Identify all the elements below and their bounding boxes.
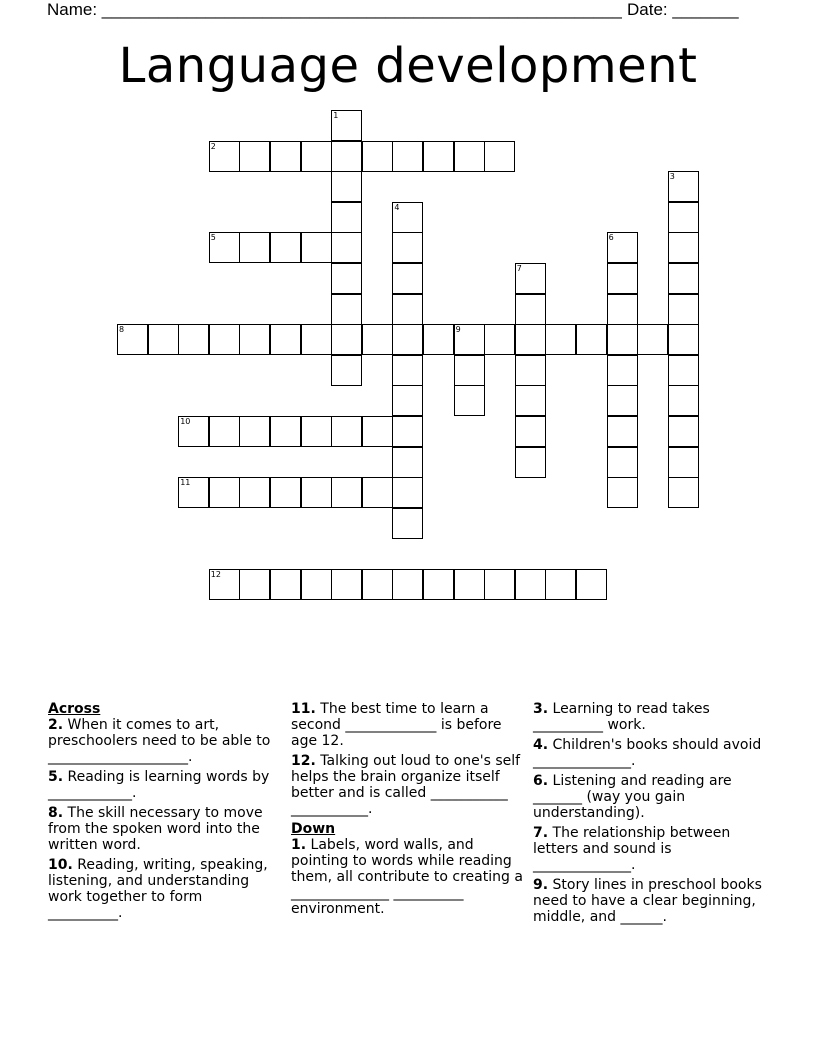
crossword-cell[interactable] xyxy=(392,447,423,478)
crossword-cell[interactable] xyxy=(454,569,485,600)
crossword-cell[interactable] xyxy=(362,416,393,447)
crossword-cell[interactable] xyxy=(362,569,393,600)
clue-item-text: When it comes to art, preschoolers need to be able to ____________________. xyxy=(48,717,271,765)
crossword-cell[interactable] xyxy=(668,324,699,355)
crossword-cell[interactable] xyxy=(331,110,362,141)
crossword-cell[interactable] xyxy=(148,324,179,355)
crossword-cell[interactable] xyxy=(239,569,270,600)
clue-number: 5 xyxy=(210,233,216,243)
crossword-cell[interactable] xyxy=(362,324,393,355)
crossword-cell[interactable] xyxy=(392,385,423,416)
crossword-cell[interactable] xyxy=(454,141,485,172)
clue-item-text: Children's books should avoid ______________. xyxy=(533,737,762,769)
crossword-cell[interactable] xyxy=(301,569,332,600)
crossword-cell[interactable] xyxy=(239,477,270,508)
crossword-cell[interactable] xyxy=(239,416,270,447)
clue-item-number: 12. xyxy=(291,753,316,769)
crossword-cell[interactable] xyxy=(270,569,301,600)
clue-item-number: 10. xyxy=(48,857,73,873)
crossword-cell[interactable] xyxy=(301,416,332,447)
crossword-cell[interactable] xyxy=(392,141,423,172)
crossword-cell[interactable] xyxy=(576,324,607,355)
clue-item-number: 3. xyxy=(533,701,549,717)
crossword-cell[interactable] xyxy=(423,141,454,172)
clue-item-number: 7. xyxy=(533,825,549,841)
crossword-cell[interactable] xyxy=(270,416,301,447)
crossword-cell[interactable] xyxy=(484,324,515,355)
clue-number: 11 xyxy=(180,478,191,488)
crossword-cell[interactable] xyxy=(331,324,362,355)
clue-item xyxy=(533,701,768,733)
crossword-cell[interactable] xyxy=(392,355,423,386)
crossword-cell[interactable] xyxy=(668,232,699,263)
crossword-cell[interactable] xyxy=(607,324,638,355)
clue-item xyxy=(291,701,526,749)
clue-item-number: 11. xyxy=(291,701,316,717)
crossword-cell[interactable] xyxy=(392,294,423,325)
crossword-cell[interactable] xyxy=(607,355,638,386)
clue-item-text: Reading is learning words by ____________. xyxy=(48,769,270,801)
clue-item xyxy=(533,825,768,873)
crossword-cell[interactable] xyxy=(392,508,423,539)
clue-item-text: The relationship between letters and sound is ______________. xyxy=(533,825,731,873)
clue-column-3 xyxy=(533,701,768,929)
crossword-cell[interactable] xyxy=(668,294,699,325)
crossword-cell[interactable] xyxy=(454,385,485,416)
clue-number: 7 xyxy=(516,264,522,273)
clue-number: 3 xyxy=(669,172,675,182)
crossword-cell[interactable] xyxy=(515,355,546,386)
crossword-cell[interactable] xyxy=(607,385,638,416)
crossword-cell[interactable] xyxy=(392,263,423,294)
down-clue-list xyxy=(291,837,526,917)
crossword-cell[interactable] xyxy=(484,141,515,172)
crossword-cell[interactable] xyxy=(484,569,515,600)
crossword-cell[interactable] xyxy=(209,324,240,355)
crossword-cell[interactable] xyxy=(331,355,362,386)
crossword-cell[interactable] xyxy=(270,324,301,355)
crossword-cell[interactable] xyxy=(668,171,699,202)
crossword-cell[interactable] xyxy=(209,232,240,263)
clue-item xyxy=(48,805,276,853)
clue-number: 9 xyxy=(455,325,461,335)
name-field-label: Name: _______________________________________________________ xyxy=(47,0,622,19)
clue-item-number: 9. xyxy=(533,877,549,893)
clue-item-text: The best time to learn a second _____________ is before age 12. xyxy=(291,701,502,749)
crossword-cell[interactable] xyxy=(239,141,270,172)
crossword-cell[interactable] xyxy=(515,294,546,325)
clue-item-text: Labels, word walls, and pointing to words while reading them, all contribute to creating a ______________ __________ environment. xyxy=(291,837,523,917)
crossword-cell[interactable] xyxy=(392,324,423,355)
clue-number: 2 xyxy=(210,141,216,151)
clue-number: 4 xyxy=(394,202,400,212)
clue-item-number: 1. xyxy=(291,837,307,853)
clue-item-text: Listening and reading are _______ (way you gain understanding). xyxy=(533,773,732,821)
crossword-cell[interactable] xyxy=(301,477,332,508)
crossword-cell[interactable] xyxy=(668,355,699,386)
crossword-cell[interactable] xyxy=(515,324,546,355)
crossword-cell[interactable] xyxy=(392,232,423,263)
crossword-cell[interactable] xyxy=(331,477,362,508)
crossword-cell[interactable] xyxy=(668,263,699,294)
crossword-cell[interactable] xyxy=(515,263,546,294)
clue-item xyxy=(48,857,276,921)
crossword-cell[interactable] xyxy=(454,355,485,386)
crossword-cell[interactable] xyxy=(331,171,362,202)
down-clue-list-continued xyxy=(533,701,768,925)
clue-item-text: Learning to read takes __________ work. xyxy=(533,701,710,733)
crossword-cell[interactable] xyxy=(515,385,546,416)
crossword-cell[interactable] xyxy=(331,416,362,447)
crossword-cell[interactable] xyxy=(209,141,240,172)
clue-item-text: Reading, writing, speaking, listening, and understanding work together to form __________. xyxy=(48,857,268,921)
clue-number: 10 xyxy=(180,417,191,426)
crossword-cell[interactable] xyxy=(209,416,240,447)
crossword-cell[interactable] xyxy=(607,447,638,478)
clue-number: 8 xyxy=(119,325,125,335)
crossword-cell[interactable] xyxy=(607,232,638,263)
crossword-cell[interactable] xyxy=(637,324,668,355)
crossword-cell[interactable] xyxy=(178,477,209,508)
crossword-cell[interactable] xyxy=(270,477,301,508)
crossword-cell[interactable] xyxy=(668,416,699,447)
across-clue-list xyxy=(48,717,276,921)
clue-item xyxy=(291,837,526,917)
crossword-cell[interactable] xyxy=(545,569,576,600)
crossword-cell[interactable] xyxy=(270,232,301,263)
crossword-cell[interactable] xyxy=(117,324,148,355)
crossword-cell[interactable] xyxy=(607,294,638,325)
across-clue-list-continued xyxy=(291,701,526,817)
crossword-cell[interactable] xyxy=(209,477,240,508)
clue-item xyxy=(533,773,768,821)
crossword-cell[interactable] xyxy=(362,477,393,508)
crossword-cell[interactable] xyxy=(301,232,332,263)
crossword-cell[interactable] xyxy=(209,569,240,600)
crossword-cell[interactable] xyxy=(607,477,638,508)
crossword-cell[interactable] xyxy=(362,141,393,172)
clue-item xyxy=(533,737,768,769)
crossword-cell[interactable] xyxy=(668,385,699,416)
crossword-cell[interactable] xyxy=(270,141,301,172)
across-heading: Across xyxy=(48,701,101,717)
crossword-cell[interactable] xyxy=(668,477,699,508)
clue-item-text: The skill necessary to move from the spoken word into the written word. xyxy=(48,805,263,853)
clue-number: 1 xyxy=(333,111,339,120)
crossword-cell[interactable] xyxy=(239,324,270,355)
crossword-cell[interactable] xyxy=(515,447,546,478)
crossword-cell[interactable] xyxy=(515,569,546,600)
crossword-cell[interactable] xyxy=(331,232,362,263)
crossword-cell[interactable] xyxy=(301,324,332,355)
crossword-cell[interactable] xyxy=(454,324,485,355)
clue-item xyxy=(533,877,768,925)
clue-item-number: 2. xyxy=(48,717,64,733)
crossword-cell[interactable] xyxy=(423,569,454,600)
clue-item xyxy=(291,753,526,817)
crossword-cell[interactable] xyxy=(576,569,607,600)
crossword-cell[interactable] xyxy=(331,263,362,294)
crossword-cell[interactable] xyxy=(392,569,423,600)
crossword-cell[interactable] xyxy=(331,569,362,600)
clue-item-number: 5. xyxy=(48,769,64,785)
clue-item-text: Talking out loud to one's self helps the brain organize itself better and is called ___________ ___________. xyxy=(291,753,521,817)
clue-number: 12 xyxy=(210,570,221,579)
crossword-cell[interactable] xyxy=(331,202,362,233)
crossword-cell[interactable] xyxy=(331,141,362,172)
crossword-cell[interactable] xyxy=(178,324,209,355)
crossword-cell[interactable] xyxy=(515,416,546,447)
crossword-cell[interactable] xyxy=(178,416,209,447)
page-title: Language development xyxy=(118,38,698,94)
crossword-cell[interactable] xyxy=(668,202,699,233)
crossword-cell[interactable] xyxy=(301,141,332,172)
crossword-cell[interactable] xyxy=(392,416,423,447)
clue-item-number: 4. xyxy=(533,737,549,753)
clue-item-number: 8. xyxy=(48,805,64,821)
crossword-cell[interactable] xyxy=(392,477,423,508)
clue-item xyxy=(48,717,276,765)
crossword-cell[interactable] xyxy=(545,324,576,355)
clue-item-text: Story lines in preschool books need to have a clear beginning, middle, and ______. xyxy=(533,877,762,925)
down-heading: Down xyxy=(291,821,336,837)
crossword-cell[interactable] xyxy=(239,232,270,263)
crossword-cell[interactable] xyxy=(607,416,638,447)
clue-column-2 xyxy=(291,701,526,921)
clue-column-1 xyxy=(48,701,276,925)
crossword-cell[interactable] xyxy=(331,294,362,325)
crossword-cell[interactable] xyxy=(392,202,423,233)
date-field-label: Date: _______ xyxy=(627,0,739,19)
clue-item xyxy=(48,769,276,801)
clue-number: 6 xyxy=(608,233,614,243)
clue-item-number: 6. xyxy=(533,773,549,789)
crossword-cell[interactable] xyxy=(607,263,638,294)
crossword-cell[interactable] xyxy=(423,324,454,355)
crossword-cell[interactable] xyxy=(668,447,699,478)
